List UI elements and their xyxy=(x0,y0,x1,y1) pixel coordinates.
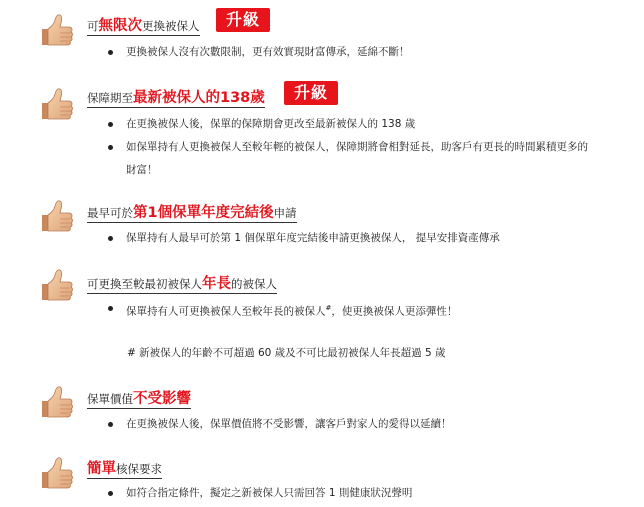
heading-highlight: 年長 xyxy=(202,276,231,292)
heading-highlight: 第1個保單年度完結後 xyxy=(133,205,274,221)
upgrade-badge: 升級 xyxy=(284,81,338,105)
section-heading: 可更換至較最初被保人年長的被保人 xyxy=(87,276,277,292)
thumbs-up-icon xyxy=(38,198,74,234)
thumbs-up-icon xyxy=(38,12,74,48)
bullet-item: 如符合指定條件，擬定之新被保人只需回答 1 則健康狀況聲明 xyxy=(108,482,596,505)
bullet-item: 在更換被保人後，保單的保障期會更改至最新被保人的 138 歲 xyxy=(108,113,596,136)
section-heading: 簡單核保要求 xyxy=(87,461,162,477)
bullet-item: 更換被保人沒有次數限制，更有效實現財富傳承，延綿不斷！ xyxy=(108,41,596,64)
thumbs-up-icon xyxy=(38,267,74,303)
footnote-marker: # xyxy=(325,304,332,312)
bullet-item: 保單持有人可更換被保人至較年長的被保人#，使更換被保人更添彈性！ xyxy=(108,297,596,324)
heading-highlight: 最新被保人的138歲 xyxy=(133,90,265,106)
section-heading: 最早可於第1個保單年度完結後申請 xyxy=(87,205,297,221)
heading-highlight: 無限次 xyxy=(98,18,142,34)
upgrade-badge: 升級 xyxy=(216,8,270,32)
bullet-item: 保單持有人最早可於第 1 個保單年度完結後申請更換被保人， 提早安排資產傳承 xyxy=(108,227,596,250)
thumbs-up-icon xyxy=(38,86,74,122)
section-heading: 保障期至最新被保人的138歲 xyxy=(87,90,265,106)
bullet-item: 如保單持有人更換被保人至較年輕的被保人，保障期將會相對延長，助客戶有更長的時間累積更多的財富！ xyxy=(108,136,596,182)
section-heading: 可無限次更換被保人 xyxy=(87,18,200,34)
section-heading: 保單價值不受影響 xyxy=(87,391,191,407)
thumbs-up-icon xyxy=(38,384,74,420)
bullet-item: 在更換被保人後，保單價值將不受影響，讓客戶對家人的愛得以延續！ xyxy=(108,413,596,436)
heading-highlight: 不受影響 xyxy=(133,391,191,407)
thumbs-up-icon xyxy=(38,455,74,491)
footnote: # 新被保人的年齡不可超過 60 歲及不可比最初被保人年長超過 5 歲 xyxy=(127,347,446,359)
heading-highlight: 簡單 xyxy=(87,461,116,477)
